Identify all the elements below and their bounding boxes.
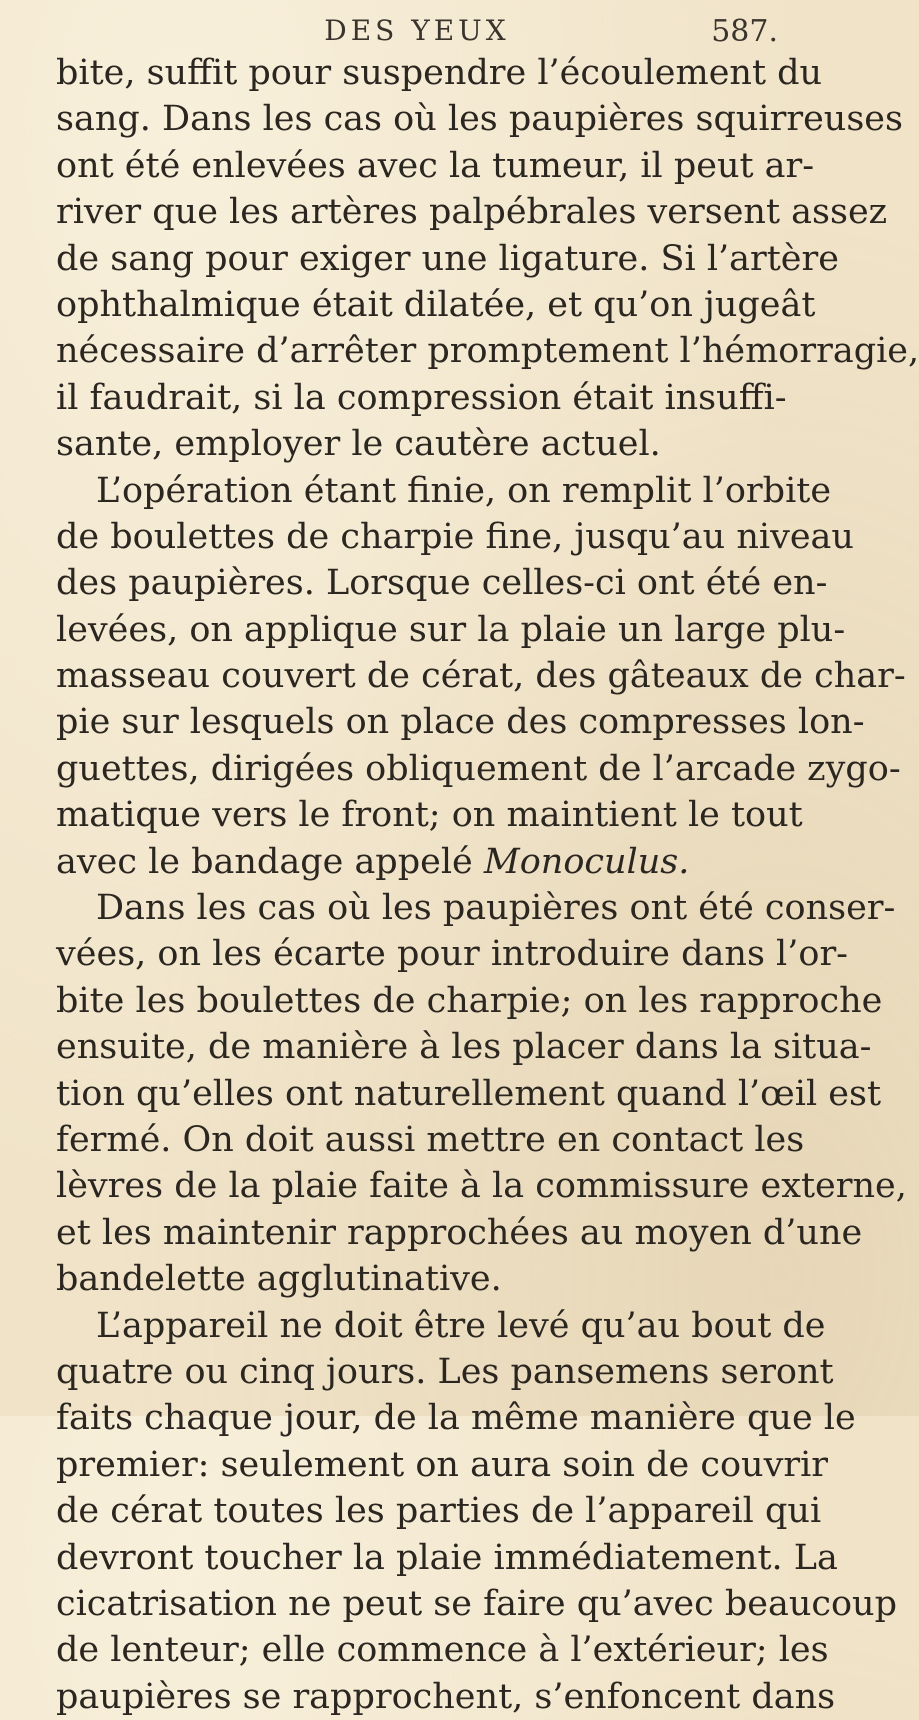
text-line: fermé. On doit aussi mettre en contact les <box>56 1119 805 1160</box>
text-line: pie sur lesquels on place des compresses lon- <box>56 702 865 743</box>
running-head <box>56 8 778 52</box>
text-line: vées, on les écarte pour introduire dans l’or- <box>56 934 848 975</box>
text-line: de boulettes de charpie fine, jusqu’au niveau <box>56 516 854 557</box>
text-line: bandelette agglutinative. <box>56 1259 502 1300</box>
text-line: quatre ou cinq jours. Les pansemens seront <box>56 1351 834 1392</box>
text-line: de sang pour exiger une ligature. Si l’artère <box>56 238 839 279</box>
text-line: Dans les cas où les paupières ont été conser- <box>96 888 896 929</box>
text-line: bite, suffit pour suspendre l’écoulement du <box>56 53 823 93</box>
text-line: guettes, dirigées obliquement de l’arcade zygo- <box>56 748 901 789</box>
text-line: il faudrait, si la compression était insuffi- <box>56 377 787 418</box>
text-line: de cérat toutes les parties de l’appareil qui <box>56 1491 822 1532</box>
italic-term: Monoculus. <box>483 841 690 882</box>
text-line: nécessaire d’arrêter promptement l’hémorragie, <box>56 331 919 372</box>
text-line: de lenteur; elle commence à l’extérieur; les <box>56 1630 829 1671</box>
text-line: ont été enlevées avec la tumeur, il peut ar- <box>56 145 815 186</box>
text-line: ensuite, de manière à les placer dans la situa- <box>56 1027 872 1068</box>
text-line: levées, on applique sur la plaie un large plu- <box>56 609 846 650</box>
text-line: bite les boulettes de charpie; on les rapproche <box>56 980 883 1021</box>
text-line: des paupières. Lorsque celles-ci ont été en- <box>56 563 828 604</box>
text-line: et les maintenir rapprochées au moyen d’une <box>56 1212 863 1253</box>
text-line: lèvres de la plaie faite à la commissure externe, <box>56 1166 907 1207</box>
text-line: faits chaque jour, de la même manière que le <box>56 1398 856 1439</box>
text-line: paupières se rapprochent, s’enfoncent dans <box>56 1676 836 1717</box>
running-title: DES YEUX <box>324 14 510 47</box>
text-line: L’appareil ne doit être levé qu’au bout de <box>96 1305 826 1346</box>
text-line: premier: seulement on aura soin de couvrir <box>56 1444 828 1485</box>
text-line: cicatrisation ne peut se faire qu’avec beaucoup <box>56 1583 897 1624</box>
text-line: sang. Dans les cas où les paupières squirreuses <box>56 99 903 140</box>
text-line: masseau couvert de cérat, des gâteaux de char- <box>56 656 906 697</box>
body-text <box>56 50 919 1720</box>
text-line: river que les artères palpébrales versent assez <box>56 192 888 233</box>
text-line: sante, employer le cautère actuel. <box>56 424 661 465</box>
text-line: avec le bandage appelé Monoculus. <box>56 841 690 882</box>
text-line: L’opération étant finie, on remplit l’orbite <box>96 470 832 511</box>
text-line: devront toucher la plaie immédiatement. La <box>56 1537 838 1578</box>
text-line: ophthalmique était dilatée, et qu’on jugeât <box>56 284 816 325</box>
page-number: 587. <box>711 14 778 49</box>
text-line: matique vers le front; on maintient le tout <box>56 795 803 836</box>
text-line: tion qu’elles ont naturellement quand l’œil est <box>56 1073 882 1114</box>
